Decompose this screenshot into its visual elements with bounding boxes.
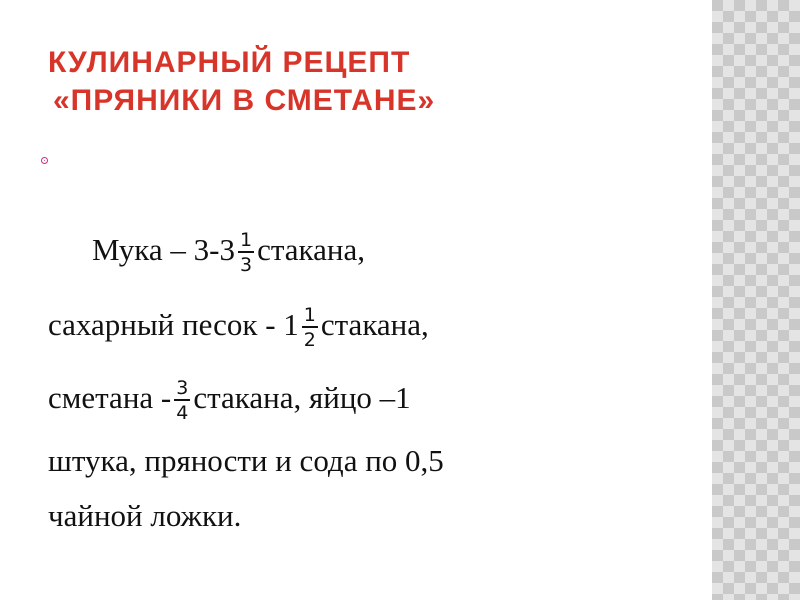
sour-cream-fraction [174,378,190,423]
title-line-2: «ПРЯНИКИ В СМЕТАНЕ» [53,84,436,117]
flour-unit-text: стакана, [257,232,365,267]
slide-title [48,44,688,120]
fraction-numerator: 3 [176,376,189,399]
recipe-line-spices: штука, пряности и сода по 0,5 [48,443,444,478]
recipe-line-teaspoon: чайной ложки. [48,498,242,533]
fraction-numerator: 1 [239,228,253,251]
flour-text: Мука – 3-3 [92,232,235,267]
recipe-line-sour-cream [48,370,411,426]
sugar-fraction [302,305,318,350]
sour-cream-unit-text: стакана, яйцо –1 [193,380,411,415]
sour-cream-text: сметана - [48,380,172,415]
fraction-numerator: 1 [303,303,316,326]
sugar-unit-text: стакана, [320,307,429,342]
fraction-denominator: 3 [239,253,253,276]
title-line-1: КУЛИНАРНЫЙ РЕЦЕПТ [48,46,411,79]
fraction-denominator: 2 [303,328,316,351]
fraction-denominator: 4 [176,401,189,424]
recipe-line-sugar [48,297,429,353]
flour-fraction [238,230,254,275]
sugar-text: сахарный песок - 1 [48,307,299,342]
recipe-line-flour [92,222,365,278]
circle-bullet-icon [41,157,48,164]
decorative-side-pattern [712,0,800,600]
